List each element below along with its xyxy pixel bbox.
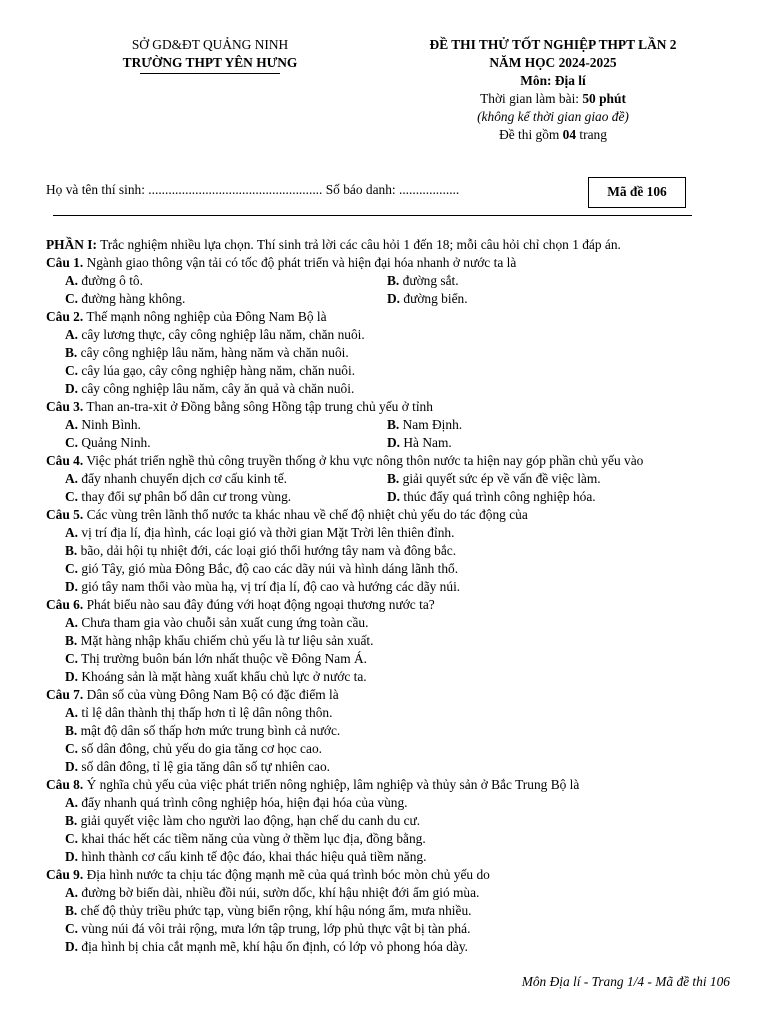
part1-label: PHẦN I: [46, 237, 97, 252]
option-letter: C. [65, 741, 79, 756]
option-text: hình thành cơ cấu kinh tế độc đáo, khai thác hiệu quả tiềm năng. [78, 849, 427, 864]
option-text: đường biển. [400, 291, 468, 306]
question-text: Địa hình nước ta chịu tác động mạnh mẽ của quá trình bóc mòn chủ yếu do [83, 867, 490, 882]
option-text: vị trí địa lí, địa hình, các loại gió và thời gian Mặt Trời lên thiên đỉnh. [78, 525, 455, 540]
option-letter: A. [65, 327, 79, 342]
option-text: đường bờ biển dài, nhiều đồi núi, sườn dốc, khí hậu nhiệt đới ẩm gió mùa. [78, 885, 480, 900]
school-year: NĂM HỌC 2024-2025 [489, 55, 617, 70]
option-text: Nam Định. [399, 417, 463, 432]
option-text: thúc đẩy quá trình công nghiệp hóa. [400, 489, 596, 504]
time-note: (không kể thời gian giao đề) [477, 109, 629, 124]
option-letter: D. [387, 489, 401, 504]
question-5 [46, 506, 746, 596]
question-list [46, 254, 746, 956]
department-name: SỞ GD&ĐT QUẢNG NINH [131, 37, 289, 52]
question-1 [46, 254, 746, 308]
option-text: Chưa tham gia vào chuỗi sản xuất cung ứng toàn cầu. [78, 615, 369, 630]
option-text: giải quyết việc làm cho người lao động, hạn chế du canh du cư. [77, 813, 421, 828]
answer-option [65, 902, 746, 920]
option-letter: C. [65, 435, 79, 450]
question-stem [46, 686, 746, 704]
question-stem [46, 398, 746, 416]
time-line [380, 90, 726, 108]
answer-options [46, 272, 746, 308]
answer-options [46, 794, 746, 866]
question-number: Câu 3. [46, 399, 84, 414]
option-letter: D. [387, 435, 401, 450]
option-text: cây công nghiệp lâu năm, hàng năm và chăn nuôi. [77, 345, 349, 360]
option-letter: A. [65, 795, 79, 810]
answer-option [65, 578, 746, 596]
answer-option [65, 920, 746, 938]
option-text: Hà Nam. [400, 435, 452, 450]
candidate-id-label: Số báo danh: .................. [325, 182, 460, 197]
option-letter: B. [387, 417, 400, 432]
part1-instruction [46, 236, 746, 254]
answer-options [46, 470, 746, 506]
header-left [80, 36, 340, 74]
option-text: chế độ thủy triều phức tạp, vùng biển rộng, khí hậu nóng ẩm, mưa nhiều. [77, 903, 472, 918]
answer-option [65, 650, 746, 668]
option-letter: B. [65, 633, 78, 648]
answer-option [65, 812, 746, 830]
answer-option [387, 272, 709, 290]
question-text: Dân số của vùng Đông Nam Bộ có đặc điểm là [83, 687, 339, 702]
option-text: khai thác hết các tiềm năng của vùng ở thềm lục địa, đồng bằng. [78, 831, 426, 846]
pages-line [380, 126, 726, 144]
question-stem [46, 452, 746, 470]
answer-option [65, 290, 387, 308]
option-letter: B. [65, 813, 78, 828]
question-text: Ý nghĩa chủ yếu của việc phát triển nông nghiệp, lâm nghiệp và thủy sản ở Bắc Trung Bộ là [83, 777, 580, 792]
option-letter: A. [65, 417, 79, 432]
option-letter: B. [65, 903, 78, 918]
question-stem [46, 596, 746, 614]
answer-option [65, 938, 746, 956]
option-text: cây lúa gạo, cây công nghiệp hàng năm, chăn nuôi. [78, 363, 356, 378]
question-number: Câu 1. [46, 255, 84, 270]
option-letter: A. [65, 705, 79, 720]
answer-option [387, 488, 709, 506]
answer-option [65, 740, 746, 758]
exam-code-box: Mã đề 106 [588, 177, 686, 208]
question-2 [46, 308, 746, 398]
option-text: bão, dải hội tụ nhiệt đới, các loại gió thổi hướng tây nam và đông bắc. [77, 543, 457, 558]
answer-option [65, 488, 387, 506]
page-footer: Môn Địa lí - Trang 1/4 - Mã đề thi 106 [521, 974, 730, 989]
option-letter: C. [65, 651, 79, 666]
question-number: Câu 9. [46, 867, 84, 882]
question-number: Câu 8. [46, 777, 84, 792]
option-letter: B. [387, 471, 400, 486]
school-name: TRƯỜNG THPT YÊN HƯNG [122, 55, 298, 70]
option-letter: A. [65, 273, 79, 288]
option-letter: B. [387, 273, 400, 288]
option-text: đường ô tô. [78, 273, 143, 288]
option-letter: D. [65, 381, 79, 396]
answer-options [46, 614, 746, 686]
answer-option [65, 272, 387, 290]
answer-option [65, 848, 746, 866]
option-text: số dân đông, tỉ lệ gia tăng dân số tự nhiên cao. [78, 759, 330, 774]
question-text: Việc phát triển nghề thủ công truyền thống ở khu vực nông thôn nước ta hiện nay góp phần chủ yếu vào [83, 453, 644, 468]
answer-option [65, 326, 746, 344]
option-text: đường hàng không. [78, 291, 186, 306]
question-stem [46, 866, 746, 884]
pages-suffix: trang [576, 127, 607, 142]
option-text: vùng núi đá vôi trải rộng, mưa lớn tập trung, lớp phủ thực vật bị tàn phá. [78, 921, 471, 936]
answer-options [46, 416, 746, 452]
option-text: tỉ lệ dân thành thị thấp hơn tỉ lệ dân nông thôn. [78, 705, 333, 720]
answer-option [65, 380, 746, 398]
question-stem [46, 254, 746, 272]
question-text: Than an-tra-xit ở Đồng bằng sông Hồng tập trung chủ yếu ở tỉnh [83, 399, 433, 414]
answer-option [387, 416, 709, 434]
option-text: gió Tây, gió mùa Đông Bắc, độ cao các dãy núi và hình dáng lãnh thổ. [78, 561, 459, 576]
school-underline [140, 73, 280, 74]
question-text: Các vùng trên lãnh thổ nước ta khác nhau về chế độ nhiệt chủ yếu do tác động của [83, 507, 528, 522]
question-3 [46, 398, 746, 452]
option-text: đẩy nhanh chuyển dịch cơ cấu kinh tế. [78, 471, 288, 486]
option-text: cây công nghiệp lâu năm, cây ăn quả và chăn nuôi. [78, 381, 355, 396]
option-text: cây lương thực, cây công nghiệp lâu năm, chăn nuôi. [78, 327, 365, 342]
answer-option [65, 758, 746, 776]
time-label: Thời gian làm bài: [480, 91, 583, 106]
option-letter: C. [65, 489, 79, 504]
pages-value: 04 [562, 127, 577, 142]
option-text: Mặt hàng nhập khẩu chiếm chủ yếu là tư liệu sản xuất. [77, 633, 374, 648]
question-6 [46, 596, 746, 686]
question-9 [46, 866, 746, 956]
answer-options [46, 704, 746, 776]
answer-option [65, 524, 746, 542]
header-divider [53, 215, 692, 216]
header-right [380, 36, 726, 144]
option-text: mật độ dân số thấp hơn mức trung bình cả nước. [77, 723, 341, 738]
question-text: Ngành giao thông vận tải có tốc độ phát triển và hiện đại hóa nhanh ở nước ta là [83, 255, 517, 270]
question-number: Câu 4. [46, 453, 84, 468]
answer-option [65, 884, 746, 902]
question-text: Thế mạnh nông nghiệp của Đông Nam Bộ là [83, 309, 327, 324]
answer-option [65, 668, 746, 686]
option-text: Khoáng sản là mặt hàng xuất khẩu chủ lực ở nước ta. [78, 669, 367, 684]
option-letter: A. [65, 471, 79, 486]
answer-option [65, 704, 746, 722]
option-letter: D. [65, 939, 79, 954]
option-text: Ninh Bình. [78, 417, 141, 432]
option-letter: C. [65, 363, 79, 378]
answer-option [65, 830, 746, 848]
option-text: gió tây nam thổi vào mùa hạ, vị trí địa lí, độ cao và hướng các dãy núi. [78, 579, 461, 594]
option-letter: C. [65, 291, 79, 306]
option-letter: D. [65, 669, 79, 684]
option-text: Thị trường buôn bán lớn nhất thuộc về Đông Nam Á. [78, 651, 367, 666]
option-text: số dân đông, chủ yếu do gia tăng cơ học cao. [78, 741, 322, 756]
option-letter: B. [65, 723, 78, 738]
answer-options [46, 524, 746, 596]
option-letter: C. [65, 921, 79, 936]
answer-option [65, 632, 746, 650]
option-letter: B. [65, 345, 78, 360]
answer-option [65, 560, 746, 578]
answer-option [65, 722, 746, 740]
option-letter: C. [65, 831, 79, 846]
candidate-name-label: Họ và tên thí sinh: .................................................... [46, 182, 326, 197]
question-stem [46, 776, 746, 794]
question-8 [46, 776, 746, 866]
answer-options [46, 326, 746, 398]
option-letter: C. [65, 561, 79, 576]
question-number: Câu 5. [46, 507, 84, 522]
answer-option [65, 362, 746, 380]
option-text: thay đổi sự phân bố dân cư trong vùng. [78, 489, 292, 504]
option-letter: D. [65, 579, 79, 594]
question-text: Phát biểu nào sau đây đúng với hoạt động ngoại thương nước ta? [83, 597, 435, 612]
part1-text: Trắc nghiệm nhiều lựa chọn. Thí sinh trả lời các câu hỏi 1 đến 18; mỗi câu hỏi chỉ chọn 1 đáp án. [96, 237, 621, 252]
exam-content [46, 236, 746, 956]
answer-option [387, 470, 709, 488]
question-number: Câu 7. [46, 687, 84, 702]
option-letter: A. [65, 885, 79, 900]
answer-option [387, 434, 709, 452]
option-text: địa hình bị chia cắt mạnh mẽ, khí hậu ổn định, có lớp vỏ phong hóa dày. [78, 939, 469, 954]
option-text: đường sắt. [399, 273, 459, 288]
question-4 [46, 452, 746, 506]
option-letter: A. [65, 615, 79, 630]
answer-option [65, 470, 387, 488]
answer-option [65, 614, 746, 632]
option-letter: D. [65, 849, 79, 864]
answer-option [387, 290, 709, 308]
answer-option [65, 416, 387, 434]
answer-option [65, 344, 746, 362]
exam-title: ĐỀ THI THỬ TỐT NGHIỆP THPT LẦN 2 [429, 37, 677, 52]
option-letter: D. [387, 291, 401, 306]
option-text: Quảng Ninh. [78, 435, 151, 450]
subject: Môn: Địa lí [520, 73, 586, 88]
option-text: giải quyết sức ép về vấn đề việc làm. [399, 471, 601, 486]
question-number: Câu 2. [46, 309, 84, 324]
question-number: Câu 6. [46, 597, 84, 612]
question-stem [46, 506, 746, 524]
answer-option [65, 794, 746, 812]
answer-option [65, 434, 387, 452]
question-stem [46, 308, 746, 326]
question-7 [46, 686, 746, 776]
option-letter: A. [65, 525, 79, 540]
option-letter: D. [65, 759, 79, 774]
answer-option [65, 542, 746, 560]
answer-options [46, 884, 746, 956]
pages-prefix: Đề thi gồm [499, 127, 563, 142]
time-value: 50 phút [582, 91, 626, 106]
option-letter: B. [65, 543, 78, 558]
option-text: đẩy nhanh quá trình công nghiệp hóa, hiện đại hóa của vùng. [78, 795, 408, 810]
